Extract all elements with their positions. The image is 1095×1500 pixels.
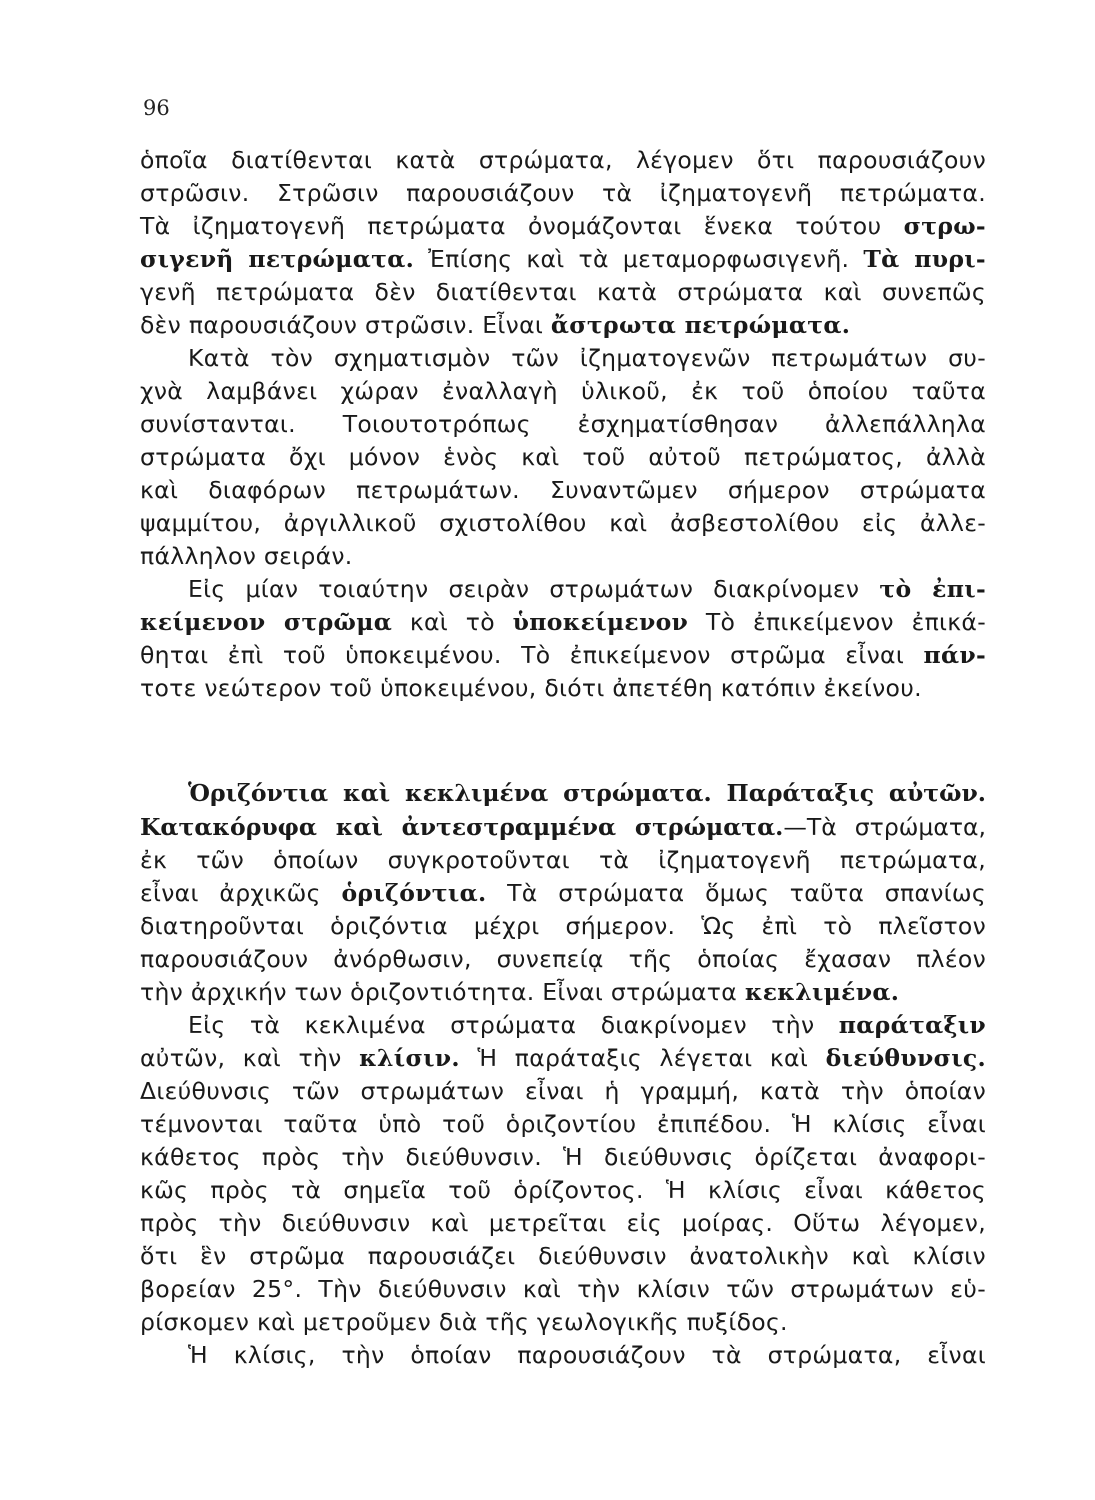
text-line: συνίστανται. Τοιουτοτρόπως ἐσχηματίσθησαν ἀλλεπάλληλα (140, 410, 986, 438)
text-line: στρῶσιν. Στρῶσιν παρουσιάζουν τὰ ἰζηματογενῆ πετρώματα. (140, 179, 986, 207)
text-line: Ἡ κλίσις, τὴν ὁποίαν παρουσιάζουν τὰ στρώματα, εἶναι (188, 1341, 986, 1369)
text-line: σιγενῆ πετρώματα. Ἐπίσης καὶ τὰ μεταμορφωσιγενῆ. Τὰ πυρι- (140, 245, 986, 273)
text-line: γενῆ πετρώματα δὲν διατίθενται κατὰ στρώματα καὶ συνεπῶς (140, 278, 986, 306)
text-line: κάθετος πρὸς τὴν διεύθυνσιν. Ἡ διεύθυνσις ὁρίζεται ἀναφορι- (140, 1143, 986, 1171)
text-line: παρουσιάζουν ἀνόρθωσιν, συνεπείᾳ τῆς ὁποίας ἔχασαν πλέον (140, 945, 986, 973)
text-line: Κατὰ τὸν σχηματισμὸν τῶν ἰζηματογενῶν πετρωμάτων συ- (188, 344, 986, 372)
section-heading-continued: Κατακόρυφα καὶ ἀντεστραμμένα στρώματα.—Τὰ στρώματα, (140, 813, 986, 841)
text-line: τέμνονται ταῦτα ὑπὸ τοῦ ὁριζοντίου ἐπιπέδου. Ἡ κλίσις εἶναι (140, 1110, 986, 1138)
text-line: χνὰ λαμβάνει χώραν ἐναλλαγὴ ὑλικοῦ, ἐκ τοῦ ὁποίου ταῦτα (140, 377, 986, 405)
text-line: ὅτι ἓν στρῶμα παρουσιάζει διεύθυνσιν ἀνατολικὴν καὶ κλίσιν (140, 1242, 986, 1270)
text-line: Διεύθυνσις τῶν στρωμάτων εἶναι ἡ γραμμή, κατὰ τὴν ὁποίαν (140, 1077, 986, 1105)
text-line: ρίσκομεν καὶ μετροῦμεν διὰ τῆς γεωλογικῆς πυξίδος. (140, 1308, 788, 1336)
text-line: καὶ διαφόρων πετρωμάτων. Συναντῶμεν σήμερον στρώματα (140, 476, 986, 504)
text-line: βορείαν 25°. Τὴν διεύθυνσιν καὶ τὴν κλίσιν τῶν στρωμάτων εὑ- (140, 1275, 986, 1303)
body-text-top (140, 144, 986, 705)
page-number: 96 (143, 96, 170, 120)
body-text-bottom (140, 776, 986, 1372)
text-line: πάλληλον σειράν. (140, 542, 353, 570)
text-line: αὐτῶν, καὶ τὴν κλίσιν. Ἡ παράταξις λέγεται καὶ διεύθυνσις. (140, 1044, 987, 1072)
text-line: τὴν ἀρχικήν των ὁριζοντιότητα. Εἶναι στρώματα κεκλιμένα. (140, 978, 900, 1006)
text-line: Τὰ ἰζηματογενῆ πετρώματα ὀνομάζονται ἕνεκα τούτου στρω- (140, 212, 986, 240)
text-line: Εἰς τὰ κεκλιμένα στρώματα διακρίνομεν τὴν παράταξιν (188, 1011, 986, 1039)
text-line: δὲν παρουσιάζουν στρῶσιν. Εἶναι ἄστρωτα πετρώματα. (140, 311, 851, 339)
text-line: πρὸς τὴν διεύθυνσιν καὶ μετρεῖται εἰς μοίρας. Οὕτω λέγομεν, (140, 1209, 986, 1237)
text-line: θηται ἐπὶ τοῦ ὑποκειμένου. Τὸ ἐπικείμενον στρῶμα εἶναι πάν- (140, 641, 986, 669)
text-line: κείμενον στρῶμα καὶ τὸ ὑποκείμενον Τὸ ἐπικείμενον ἐπικά- (140, 608, 986, 636)
text-line: εἶναι ἀρχικῶς ὁριζόντια. Τὰ στρώματα ὅμως ταῦτα σπανίως (140, 879, 986, 907)
text-line: κῶς πρὸς τὰ σημεῖα τοῦ ὁρίζοντος. Ἡ κλίσις εἶναι κάθετος (140, 1176, 986, 1204)
text-line: Εἰς μίαν τοιαύτην σειρὰν στρωμάτων διακρίνομεν τὸ ἐπι- (188, 575, 986, 603)
text-line: ἐκ τῶν ὁποίων συγκροτοῦνται τὰ ἰζηματογενῆ πετρώματα, (140, 846, 986, 874)
text-line: τοτε νεώτερον τοῦ ὑποκειμένου, διότι ἀπετέθη κατόπιν ἐκείνου. (140, 674, 922, 702)
text-line: ὁποῖα διατίθενται κατὰ στρώματα, λέγομεν ὅτι παρουσιάζουν (140, 146, 986, 174)
text-line: στρώματα ὄχι μόνον ἑνὸς καὶ τοῦ αὐτοῦ πετρώματος, ἀλλὰ (140, 443, 986, 471)
section-heading: Ὁριζόντια καὶ κεκλιμένα στρώματα. Παράταξις αὐτῶν. (188, 779, 986, 807)
text-line: διατηροῦνται ὁριζόντια μέχρι σήμερον. Ὡς ἐπὶ τὸ πλεῖστον (140, 912, 986, 940)
text-line: ψαμμίτου, ἀργιλλικοῦ σχιστολίθου καὶ ἀσβεστολίθου εἰς ἀλλε- (140, 509, 986, 537)
